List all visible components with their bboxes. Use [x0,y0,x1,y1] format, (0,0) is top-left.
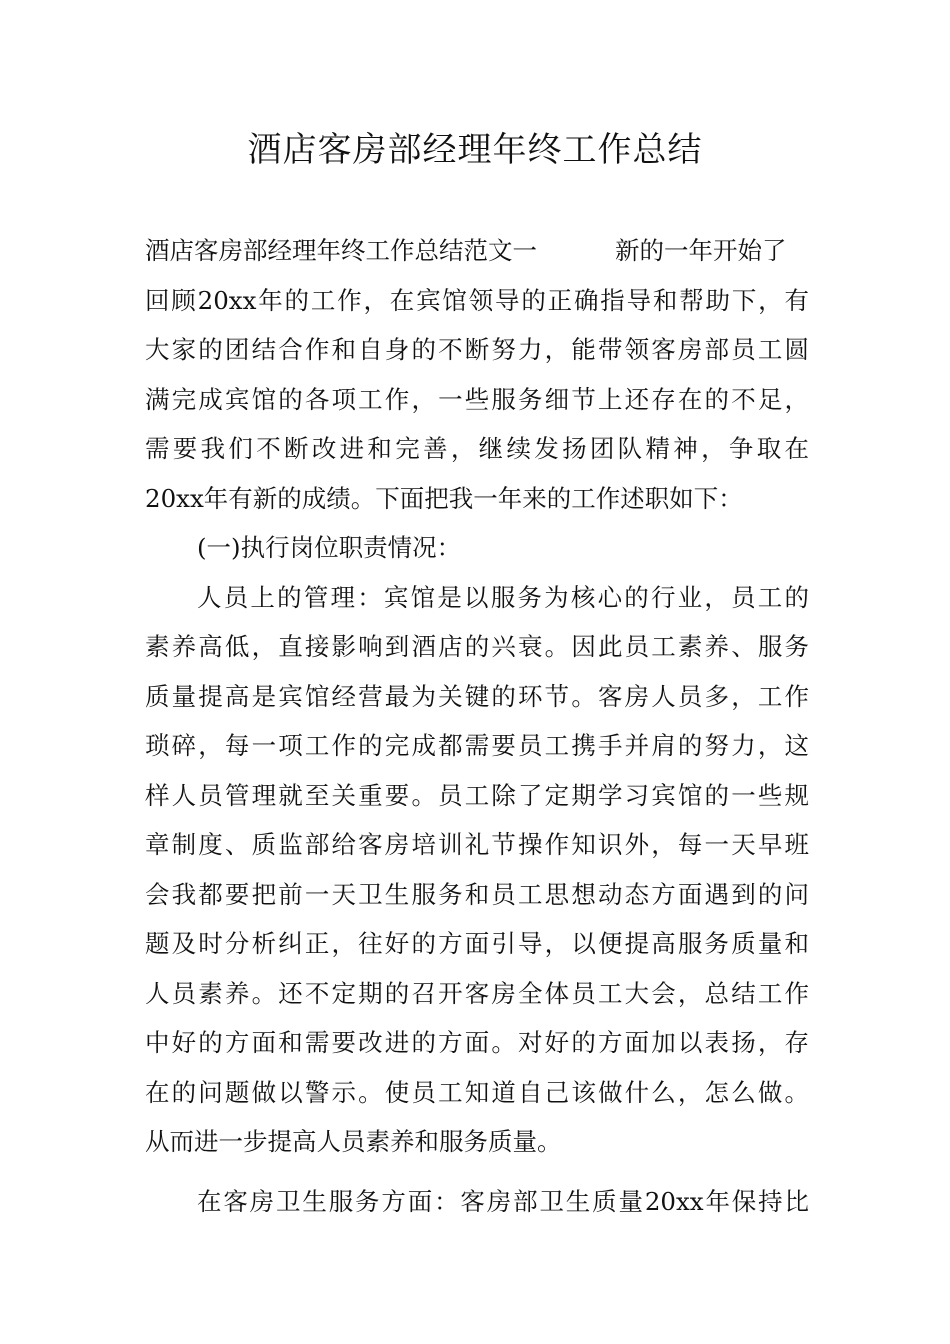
document-body [145,226,809,1226]
text-line: 在客房卫生服务方面：客房部卫生质量20xx年保持比 [197,1186,809,1216]
text-line: 满完成宾馆的各项工作，一些服务细节上还存在的不足， [145,384,809,414]
text-line: 需要我们不断改进和完善，继续发扬团队精神，争取在 [145,434,809,463]
text-line: 会我都要把前一天卫生服务和员工思想动态方面遇到的问 [145,879,809,909]
text-line: 章制度、质监部给客房培训礼节操作知识外，每一天早班 [145,830,809,859]
text-line: 回顾20xx年的工作，在宾馆领导的正确指导和帮助下，有 [145,285,809,315]
text-line: 20xx年有新的成绩。下面把我一年来的工作述职如下： [145,483,743,513]
text-line: 在的问题做以警示。使员工知道自己该做什么，怎么做。 [145,1077,809,1107]
text-line: 从而进一步提高人员素养和服务质量。 [145,1127,562,1156]
text-line: 中好的方面和需要改进的方面。对好的方面加以表扬，存 [145,1028,809,1057]
text-line: 琐碎，每一项工作的完成都需要员工携手并肩的努力，这 [145,731,809,760]
section-heading: (一)执行岗位职责情况： [197,533,462,562]
text-line [145,226,809,276]
text-line: 人员素养。还不定期的召开客房全体员工大会，总结工作 [145,978,809,1008]
text-line: 样人员管理就至关重要。员工除了定期学习宾馆的一些规 [145,780,809,810]
text-line: 大家的团结合作和自身的不断努力，能带领客房部员工圆 [145,335,809,364]
text-line: 题及时分析纠正，往好的方面引导，以便提高服务质量和 [145,929,809,958]
document-title: 酒店客房部经理年终工作总结 [247,130,703,170]
text-line: 素养高低，直接影响到酒店的兴衰。因此员工素养、服务 [145,632,809,661]
intro-heading: 酒店客房部经理年终工作总结范文一 [145,236,537,265]
intro-lead: 新的一年开始了 [615,236,787,265]
text-line: 人员上的管理：宾馆是以服务为核心的行业，员工的 [197,582,809,612]
text-line: 质量提高是宾馆经营最为关键的环节。客房人员多，工作 [145,681,809,711]
